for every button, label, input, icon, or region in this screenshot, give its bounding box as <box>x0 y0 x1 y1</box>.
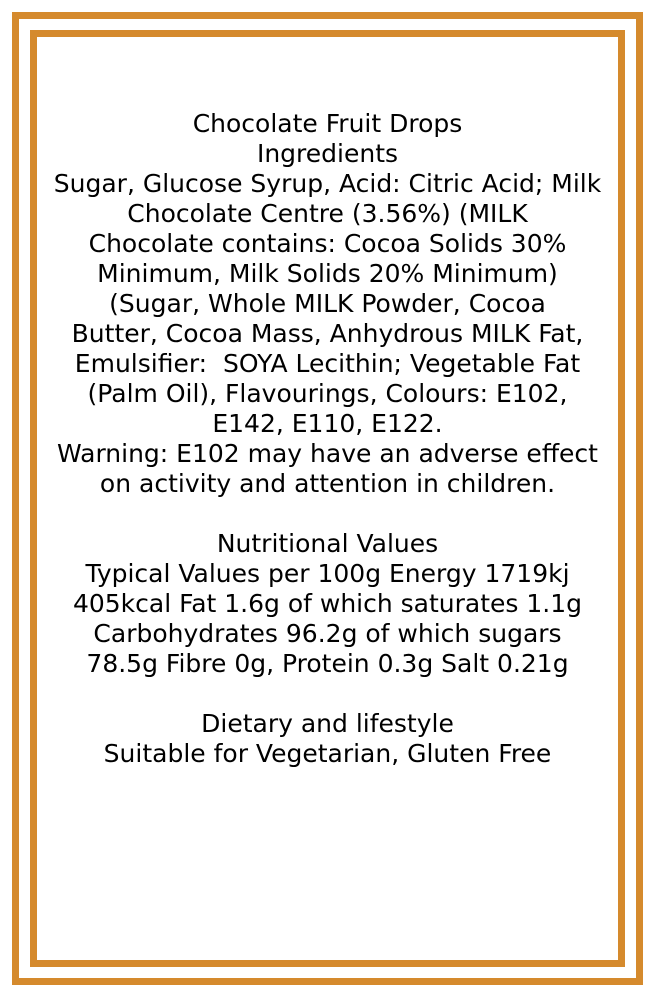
nutrition-line: Carbohydrates 96.2g of which sugars <box>93 619 562 648</box>
ingredients-heading: Ingredients <box>256 139 399 168</box>
nutrition-line: Typical Values per 100g Energy 1719kj <box>85 559 570 588</box>
nutrition-section <box>37 529 618 679</box>
dietary-section <box>37 709 618 769</box>
warning-line: Warning: E102 may have an adverse effect <box>57 439 598 468</box>
ingredients-line: Chocolate Centre (3.56%) (MILK <box>127 199 528 228</box>
nutrition-heading: Nutritional Values <box>216 529 439 558</box>
nutrition-line: 78.5g Fibre 0g, Protein 0.3g Salt 0.21g <box>86 649 569 678</box>
nutrition-line: 405kcal Fat 1.6g of which saturates 1.1g <box>72 589 583 618</box>
ingredients-line: (Palm Oil), Flavourings, Colours: E102, <box>87 379 568 408</box>
warning-text <box>37 439 618 499</box>
ingredients-line: Minimum, Milk Solids 20% Minimum) <box>97 259 558 288</box>
nutrition-text <box>37 559 618 679</box>
ingredients-line: Emulsifier: SOYA Lecithin; Vegetable Fat <box>74 349 581 378</box>
product-title: Chocolate Fruit Drops <box>192 109 463 138</box>
ingredients-line: E142, E110, E122. <box>212 409 443 438</box>
label-content <box>37 37 618 769</box>
ingredients-line: Chocolate contains: Cocoa Solids 30% <box>88 229 567 258</box>
ingredients-line: Butter, Cocoa Mass, Anhydrous MILK Fat, <box>71 319 584 348</box>
dietary-heading: Dietary and lifestyle <box>201 709 454 738</box>
dietary-text: Suitable for Vegetarian, Gluten Free <box>103 739 552 768</box>
ingredients-text <box>37 169 618 439</box>
ingredients-line: (Sugar, Whole MILK Powder, Cocoa <box>109 289 546 318</box>
ingredients-line: Sugar, Glucose Syrup, Acid: Citric Acid; Milk <box>53 169 602 198</box>
warning-line: on activity and attention in children. <box>99 469 556 498</box>
